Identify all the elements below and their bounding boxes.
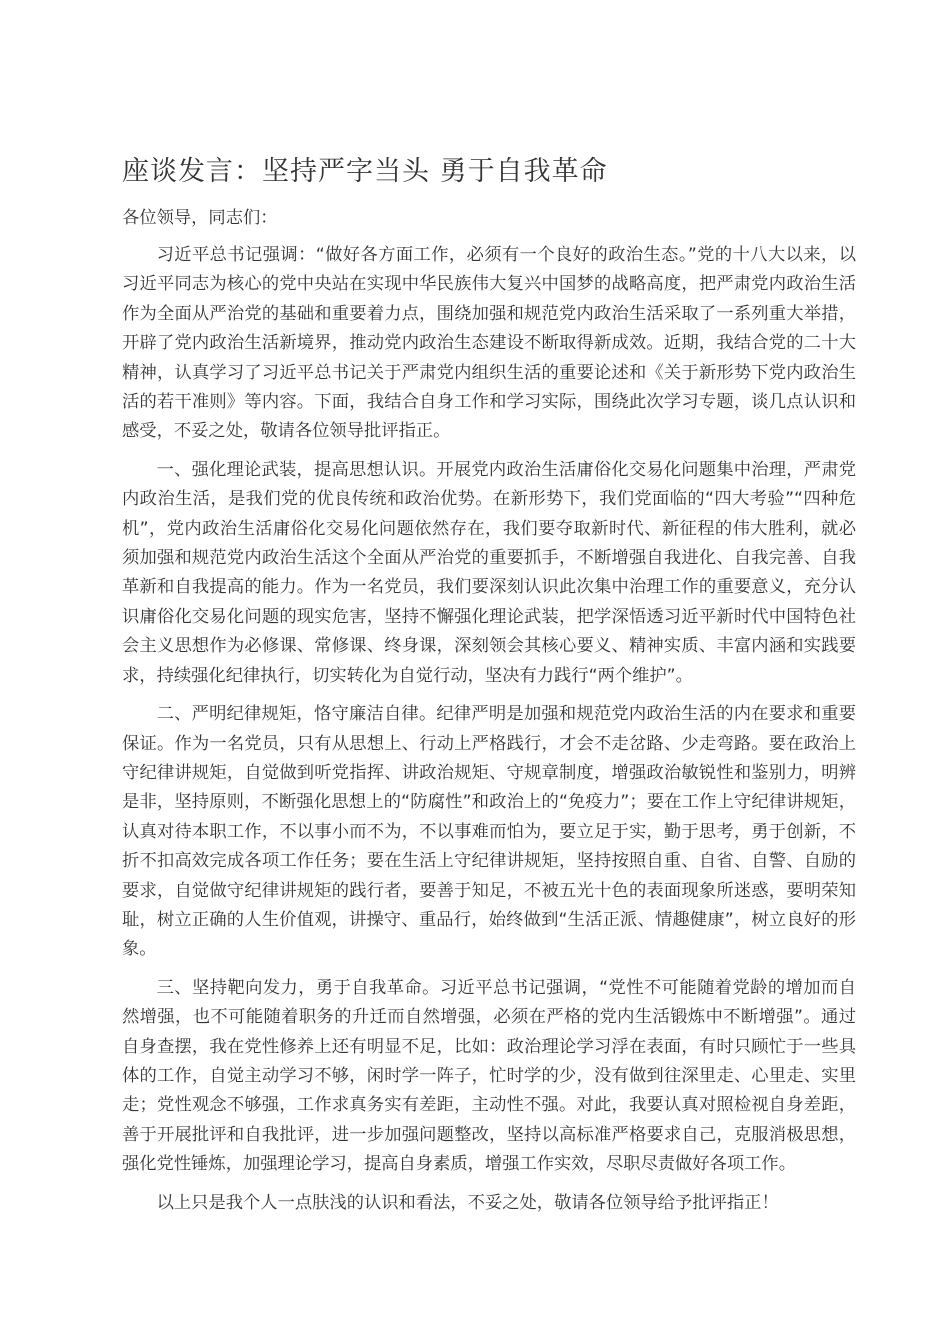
paragraph-section-1: 一、强化理论武装，提高思想认识。开展党内政治生活庸俗化交易化问题集中治理，严肃党内政治生活，是我们党的优良传统和政治优势。在新形势下，我们党面临的“四大考验”“四种危机”，党内政治生活庸俗化交易化问题依然存在，我们要夺取新时代、新征程的伟大胜利，就必须加强和规范党内政治生活这个全面从严治党的重要抓手，不断增强自我进化、自我完善、自我革新和自我提高的能力。作为一名党员，我们要深刻认识此次集中治理工作的重要意义，充分认识庸俗化交易化问题的现实危害，坚持不懈强化理论武装，把学深悟透习近平新时代中国特色社会主义思想作为必修课、常修课、终身课，深刻领会其核心要义、精神实质、丰富内涵和实践要求，持续强化纪律执行，切实转化为自觉行动，坚决有力践行“两个维护”。: [122, 459, 856, 686]
paragraph-section-2: 二、严明纪律规矩，恪守廉洁自律。纪律严明是加强和规范党内政治生活的内在要求和重要保证。作为一名党员，只有从思想上、行动上严格践行，才会不走岔路、少走弯路。要在政治上守纪律讲规矩，自觉做到听党指挥、讲政治规矩、守规章制度，增强政治敏锐性和鉴别力，明辨是非，坚持原则，不断强化思想上的“防腐性”和政治上的“免疫力”；要在工作上守纪律讲规矩，认真对待本职工作，不以事小而不为，不以事难而怕为，要立足于实，勤于思考，勇于创新，不折不扣高效完成各项工作任务；要在生活上守纪律讲规矩，坚持按照自重、自省、自警、自励的要求，自觉做守纪律讲规矩的践行者，要善于知足，不被五光十色的表面现象所迷惑，要明荣知耻，树立正确的人生价值观，讲操守、重品行，始终做到“生活正派、情趣健康”，树立良好的形象。: [122, 704, 856, 960]
salutation: 各位领导，同志们：: [122, 208, 278, 228]
document-title: 座谈发言：坚持严字当头 勇于自我革命: [122, 156, 608, 187]
closing-remark: 以上只是我个人一点肤浅的认识和看法，不妥之处，敬请各位领导给予批评指正！: [156, 1192, 779, 1213]
paragraph-intro: 习近平总书记强调：“做好各方面工作，必须有一个良好的政治生态。”党的十八大以来，以习近平同志为核心的党中央站在实现中华民族伟大复兴中国梦的战略高度，把严肃党内政治生活作为全面从严治党的基础和重要着力点，围绕加强和规范党内政治生活采取了一系列重大举措，开辟了党内政治生活新境界，推动党内政治生态建设不断取得新成效。近期，我结合党的二十大精神，认真学习了习近平总书记关于严肃党内组织生活的重要论述和《关于新形势下党内政治生活的若干准则》等内容。下面，我结合自身工作和学习实际，围绕此次学习专题，谈几点认识和感受，不妥之处，敬请各位领导批评指正。: [122, 245, 856, 442]
paragraph-section-3: 三、坚持靶向发力，勇于自我革命。习近平总书记强调，“党性不可能随着党龄的增加而自然增强，也不可能随着职务的升迁而自然增强，必须在严格的党内生活锻炼中不断增强”。通过自身查摆，我在党性修养上还有明显不足，比如：政治理论学习浮在表面，有时只顾忙于一些具体的工作，自觉主动学习不够，闲时学一阵子，忙时学的少，没有做到往深里走、心里走、实里走；党性观念不够强，工作求真务实有差距，主动性不强。对此，我要认真对照检视自身差距，善于开展批评和自我批评，进一步加强问题整改，坚持以高标准严格要求自己，克服消极思想，强化党性锤炼，加强理论学习，提高自身素质，增强工作实效，尽职尽责做好各项工作。: [122, 977, 856, 1175]
document-page: [122, 152, 856, 1218]
